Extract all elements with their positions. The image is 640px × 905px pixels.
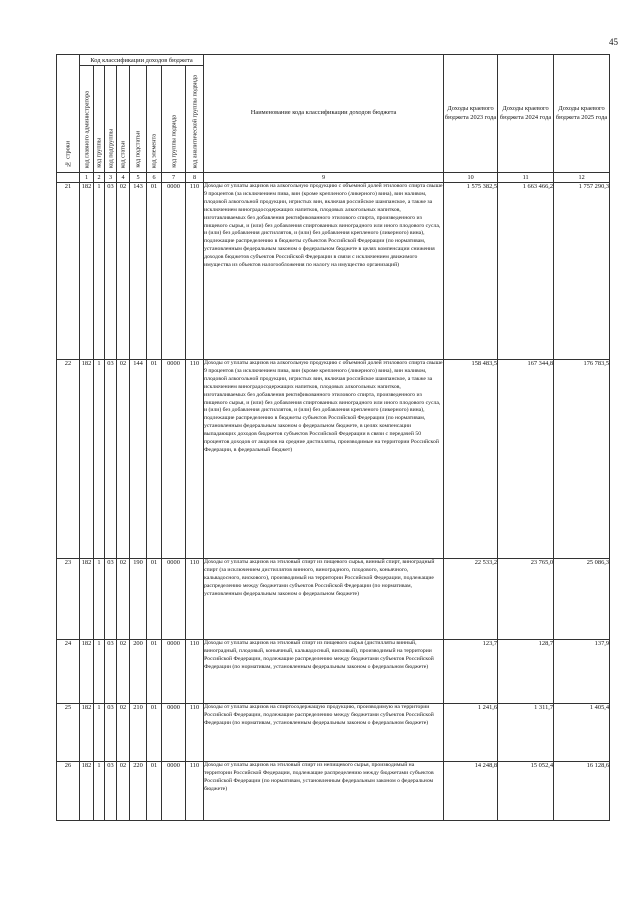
- subgroup-code: 03: [105, 360, 117, 559]
- header-article-code: код статьи: [117, 66, 130, 173]
- header-income-2023: Доходы краевого бюджета 2023 года: [444, 55, 498, 173]
- row-number: 21: [57, 183, 80, 360]
- income-name: Доходы от уплаты акцизов на спиртосодержащую продукцию, производимую на территории Российской Федерации, подлежащие распределению между бюджетами субъектов Российской Федерации (по нормативам, установленным федеральным законом о федеральном бюджете): [204, 704, 444, 762]
- income-name: Доходы от уплаты акцизов на алкогольную продукцию с объемной долей этилового спирта свыше 9 процентов (за исключением пива, вин (кроме крепленого (ликерного) вина), вин наливом, плодовой алкогольной продукции, игристых вин, включая российское шампанское, а также за исключением виноградосодержащих напитков, плодовых алкогольных напитков, изготавливаемых без добавления ректификованного этилового спирта, произведенного из пищевого сырья, и (или) без добавления спиртованных виноградного или иного плодового сусла, и (или) без добавления дистиллятов, и (или) без добавления крепленого (ликерного) вина), подлежащие распределению в бюджеты субъектов Российской Федерации (по нормативам, установленным федеральным законом о федеральном бюджете в целях компенсации снижения доходов бюджетов субъектов Российской Федерации в связи с исключением движимого имущества из объектов налогообложения по налогу на имущество организаций): [204, 183, 444, 360]
- column-number: 9: [204, 173, 444, 183]
- income-2024: 128,7: [498, 640, 554, 704]
- element-code: 01: [147, 640, 162, 704]
- income-2023: 14 248,8: [444, 762, 498, 821]
- income-name: Доходы от уплаты акцизов на алкогольную продукцию с объемной долей этилового спирта свыше 9 процентов (за исключением пива, вин (кроме крепленого (ликерного) вина), вин наливом, плодовой алкогольной продукции, игристых вин, включая российское шампанское, а также за исключением виноградосодержащих напитков, плодовых алкогольных напитков, изготавливаемых без добавления ректификованного этилового спирта, произведенного из пищевого сырья, и (или) без добавления спиртованных виноградного или иного плодового сусла, и (или) без добавления дистиллятов, и (или) без добавления крепленого (ликерного) вина), подлежащие распределению в бюджеты субъектов Российской Федерации (по нормативам, установленным федеральным законом о федеральном бюджете, в целях компенсации выпадающих доходов бюджетов субъектов Российской Федерации в связи с передачей 50 процентов доходов от акцизов на средние дистилляты, производимые на территории Российской Федерации, в федеральный бюджет): [204, 360, 444, 559]
- column-number: 2: [94, 173, 105, 183]
- group-code: 1: [94, 640, 105, 704]
- admin-code: 182: [80, 640, 94, 704]
- column-number: [57, 173, 80, 183]
- column-number: 5: [130, 173, 147, 183]
- column-number: 10: [444, 173, 498, 183]
- article-code: 02: [117, 183, 130, 360]
- column-number: 4: [117, 173, 130, 183]
- income-2024: 23 765,0: [498, 559, 554, 640]
- group-code: 1: [94, 183, 105, 360]
- header-row-number: № строки: [57, 55, 80, 173]
- income-name: Доходы от уплаты акцизов на этиловый спирт из пищевого сырья (дистилляты винный, виноградный, плодовый, коньячный, кальвадосный, висковый), производимый на территории Российской Федерации, подлежащие распределению между бюджетами субъектов Российской Федерации (по нормативам, установленным федеральным законом о федеральном бюджете): [204, 640, 444, 704]
- row-number: 25: [57, 704, 80, 762]
- table-row: [57, 183, 610, 360]
- income-2023: 158 483,5: [444, 360, 498, 559]
- income-2025: 1 405,4: [554, 704, 610, 762]
- subgroup-code: 03: [105, 704, 117, 762]
- income-name: Доходы от уплаты акцизов на этиловый спирт из непищевого сырья, производимый на территории Российской Федерации, подлежащие распределению между бюджетами субъектов Российской Федерации (по нормативам, установленным федеральным законом о федеральном бюджете): [204, 762, 444, 821]
- subtype-group-code: 0000: [162, 183, 186, 360]
- element-code: 01: [147, 360, 162, 559]
- column-number: 6: [147, 173, 162, 183]
- table-row: [57, 704, 610, 762]
- element-code: 01: [147, 183, 162, 360]
- income-2025: 176 783,5: [554, 360, 610, 559]
- group-code: 1: [94, 762, 105, 821]
- article-code: 02: [117, 762, 130, 821]
- income-2023: 123,7: [444, 640, 498, 704]
- page-number: 45: [609, 37, 618, 47]
- column-number-row: [57, 173, 610, 183]
- subtype-group-code: 0000: [162, 704, 186, 762]
- income-2023: 22 533,2: [444, 559, 498, 640]
- admin-code: 182: [80, 762, 94, 821]
- element-code: 01: [147, 762, 162, 821]
- analytic-group-code: 110: [186, 559, 204, 640]
- income-2025: 25 086,3: [554, 559, 610, 640]
- row-number: 23: [57, 559, 80, 640]
- group-code: 1: [94, 704, 105, 762]
- subgroup-code: 03: [105, 762, 117, 821]
- header-row-group: [57, 55, 610, 66]
- element-code: 01: [147, 559, 162, 640]
- column-number: 7: [162, 173, 186, 183]
- header-subgroup-code: код подгруппы: [105, 66, 117, 173]
- article-code: 02: [117, 640, 130, 704]
- admin-code: 182: [80, 559, 94, 640]
- income-2024: 1 311,7: [498, 704, 554, 762]
- column-number: 3: [105, 173, 117, 183]
- header-group-code: код группы: [94, 66, 105, 173]
- article-code: 02: [117, 704, 130, 762]
- admin-code: 182: [80, 183, 94, 360]
- row-number: 24: [57, 640, 80, 704]
- income-2023: 1 241,6: [444, 704, 498, 762]
- subtype-group-code: 0000: [162, 762, 186, 821]
- subgroup-code: 03: [105, 183, 117, 360]
- budget-income-table: [56, 54, 610, 821]
- analytic-group-code: 110: [186, 704, 204, 762]
- row-number: 22: [57, 360, 80, 559]
- row-number: 26: [57, 762, 80, 821]
- header-classification-group: Код классификации доходов бюджета: [80, 55, 204, 66]
- subtype-group-code: 0000: [162, 640, 186, 704]
- element-code: 01: [147, 704, 162, 762]
- subgroup-code: 03: [105, 640, 117, 704]
- income-name: Доходы от уплаты акцизов на этиловый спирт из пищевого сырья, винный спирт, виноградный спирт (за исключением дистиллятов винного, виноградного, плодового, коньячного, кальвадосного, вискового), производимый на территории Российской Федерации, подлежащие распределению между бюджетами субъектов Российской Федерации (по нормативам, установленным федеральным законом о федеральном бюджете): [204, 559, 444, 640]
- column-number: 8: [186, 173, 204, 183]
- header-income-2025: Доходы краевого бюджета 2025 года: [554, 55, 610, 173]
- header-subarticle-code: код подстатьи: [130, 66, 147, 173]
- column-number: 12: [554, 173, 610, 183]
- subarticle-code: 144: [130, 360, 147, 559]
- header-name: Наименование кода классификации доходов бюджета: [204, 55, 444, 173]
- subarticle-code: 143: [130, 183, 147, 360]
- column-number: 11: [498, 173, 554, 183]
- subtype-group-code: 0000: [162, 360, 186, 559]
- subtype-group-code: 0000: [162, 559, 186, 640]
- analytic-group-code: 110: [186, 762, 204, 821]
- header-admin-code: код главного администратора: [80, 66, 94, 173]
- article-code: 02: [117, 360, 130, 559]
- group-code: 1: [94, 559, 105, 640]
- table-row: [57, 360, 610, 559]
- subgroup-code: 03: [105, 559, 117, 640]
- income-2024: 15 052,4: [498, 762, 554, 821]
- analytic-group-code: 110: [186, 360, 204, 559]
- income-2023: 1 575 382,5: [444, 183, 498, 360]
- header-subtype-group-code: код группы подвида: [162, 66, 186, 173]
- subarticle-code: 210: [130, 704, 147, 762]
- header-income-2024: Доходы краевого бюджета 2024 года: [498, 55, 554, 173]
- subarticle-code: 190: [130, 559, 147, 640]
- income-2024: 1 663 466,2: [498, 183, 554, 360]
- group-code: 1: [94, 360, 105, 559]
- subarticle-code: 220: [130, 762, 147, 821]
- income-2025: 16 128,6: [554, 762, 610, 821]
- column-number: 1: [80, 173, 94, 183]
- income-2025: 1 757 290,3: [554, 183, 610, 360]
- table-row: [57, 640, 610, 704]
- admin-code: 182: [80, 704, 94, 762]
- analytic-group-code: 110: [186, 640, 204, 704]
- table-row: [57, 762, 610, 821]
- header-analytic-group-code: код аналитической группы подвида: [186, 66, 204, 173]
- table-row: [57, 559, 610, 640]
- income-2025: 137,9: [554, 640, 610, 704]
- header-element-code: код элемента: [147, 66, 162, 173]
- admin-code: 182: [80, 360, 94, 559]
- article-code: 02: [117, 559, 130, 640]
- subarticle-code: 200: [130, 640, 147, 704]
- income-2024: 167 344,8: [498, 360, 554, 559]
- analytic-group-code: 110: [186, 183, 204, 360]
